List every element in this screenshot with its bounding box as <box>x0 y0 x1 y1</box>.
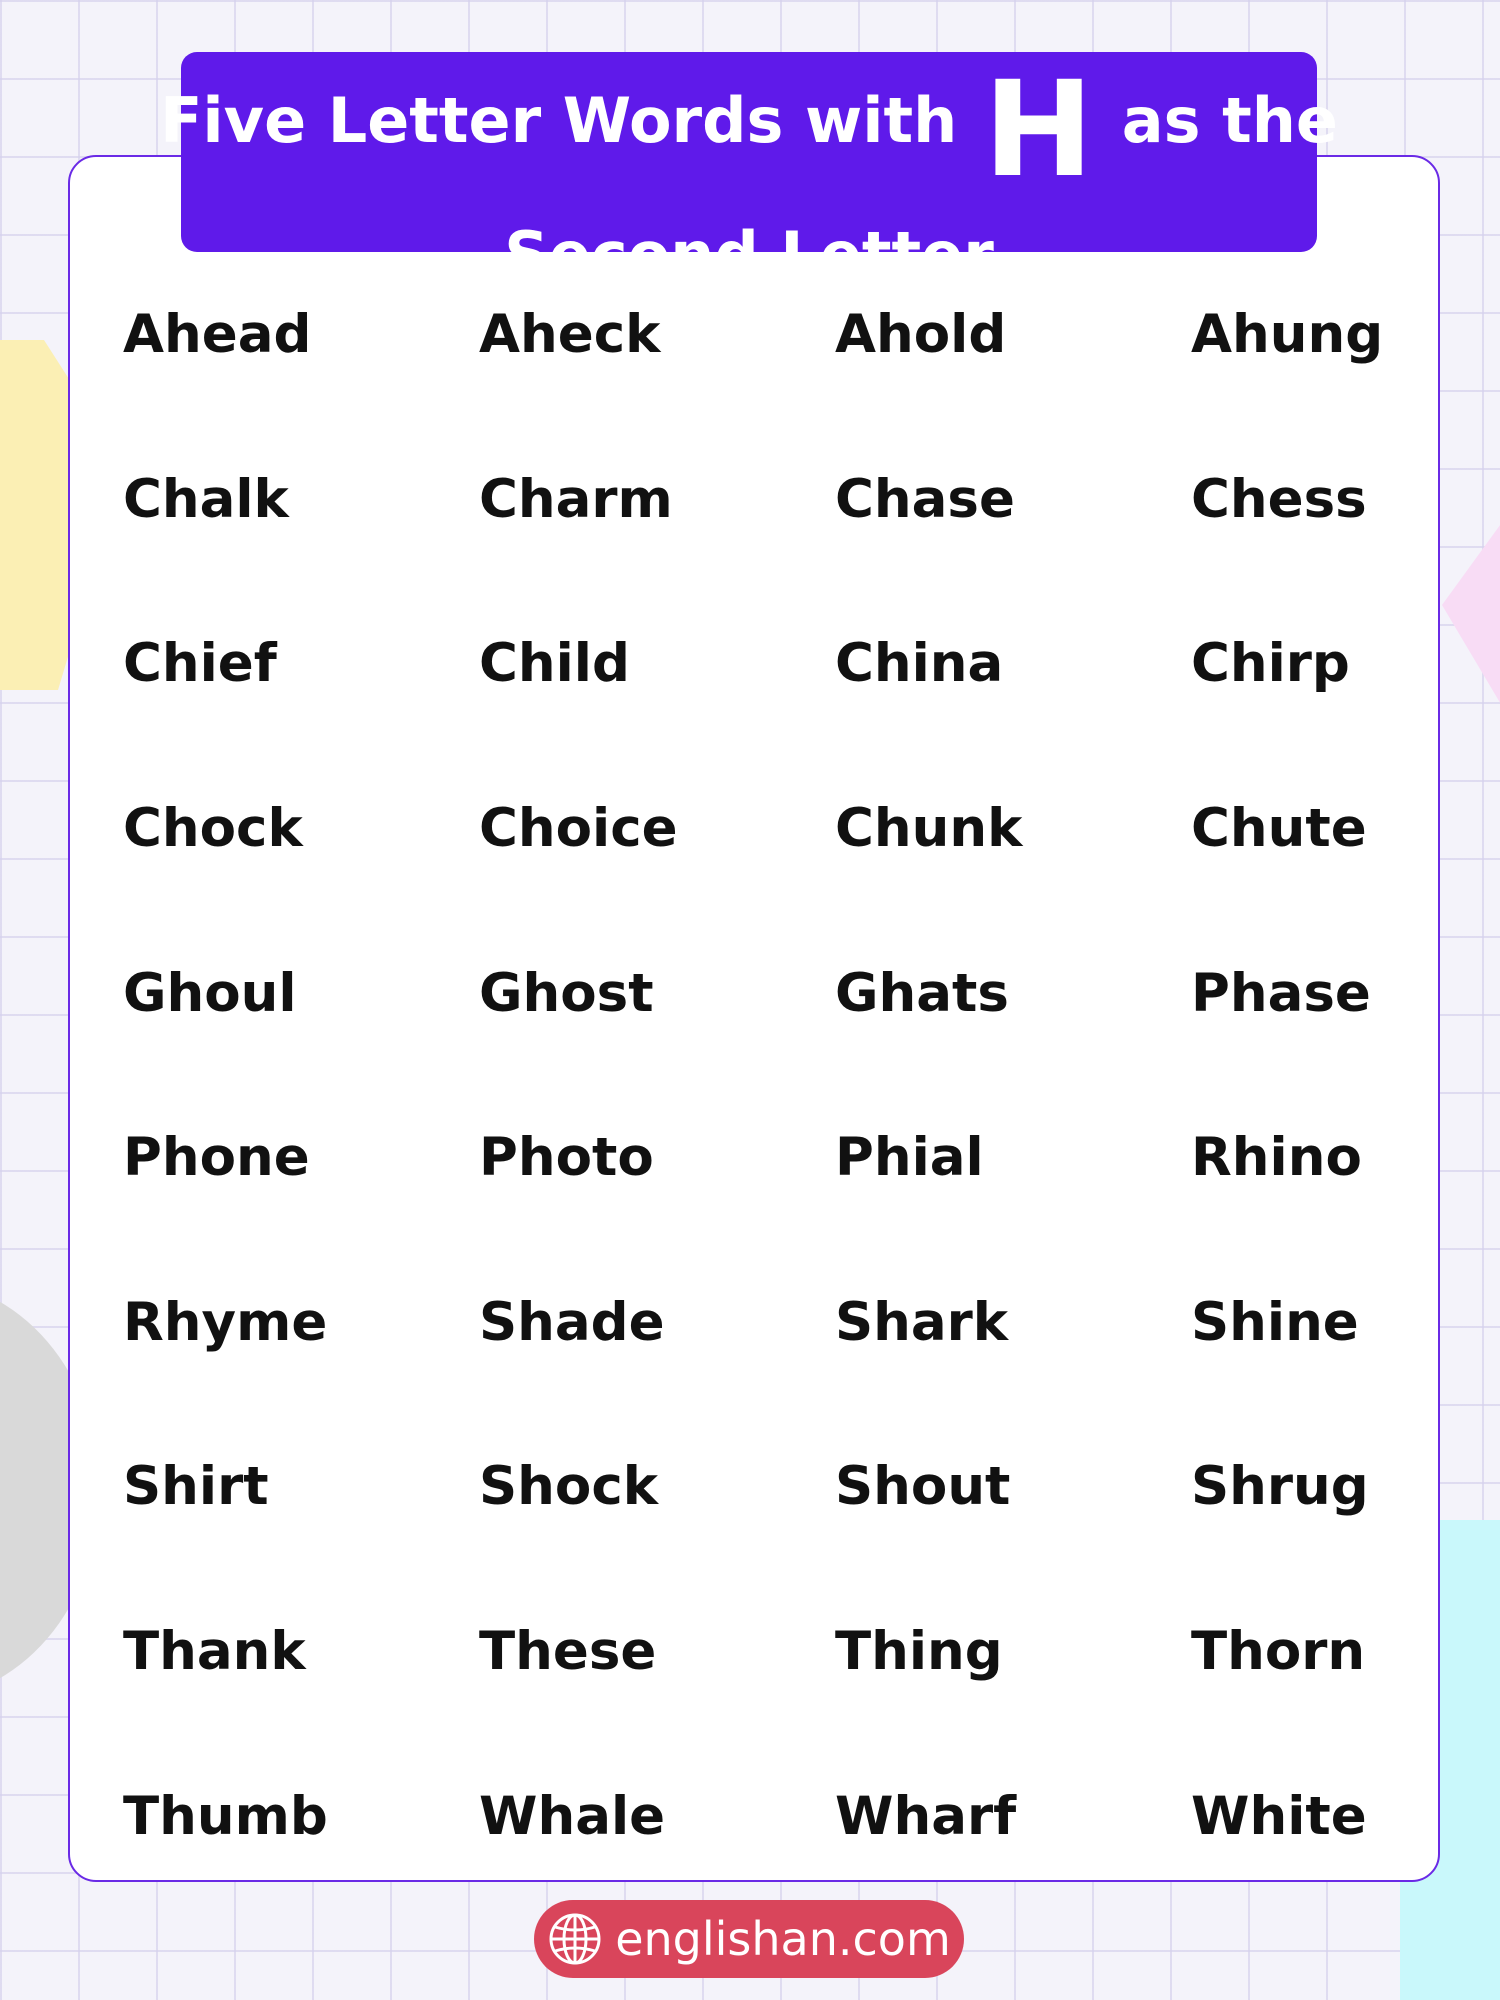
title-line-1 <box>160 53 1338 207</box>
word-cell: Whale <box>479 1786 666 1847</box>
word-cell: Ghoul <box>123 963 297 1024</box>
website-label: englishan.com <box>615 1912 951 1966</box>
title-banner <box>160 52 1338 291</box>
word-cell: Shade <box>479 1292 665 1353</box>
title-highlight-letter: H <box>983 53 1090 207</box>
word-cell: Shout <box>835 1456 1011 1517</box>
word-cell: These <box>479 1621 657 1682</box>
word-cell: Chock <box>123 798 303 859</box>
word-cell: Shrug <box>1191 1456 1369 1517</box>
word-cell: China <box>835 633 1004 694</box>
globe-icon <box>547 1911 603 1967</box>
word-cell: Choice <box>479 798 678 859</box>
word-cell: Ahung <box>1191 304 1384 365</box>
word-cell: Phial <box>835 1127 984 1188</box>
word-cell: Chalk <box>123 469 289 530</box>
word-cell: Thank <box>123 1621 306 1682</box>
word-cell: Shark <box>835 1292 1009 1353</box>
word-cell: White <box>1191 1786 1367 1847</box>
word-cell: Chute <box>1191 798 1367 859</box>
word-cell: Rhyme <box>123 1292 328 1353</box>
word-cell: Rhino <box>1191 1127 1362 1188</box>
word-cell: Phase <box>1191 963 1371 1024</box>
word-cell: Shock <box>479 1456 658 1517</box>
word-cell: Shirt <box>123 1456 269 1517</box>
word-cell: Thumb <box>123 1786 328 1847</box>
word-cell: Chunk <box>835 798 1023 859</box>
word-list-card <box>68 155 1440 1882</box>
word-cell: Aheck <box>479 304 661 365</box>
word-cell: Thorn <box>1191 1621 1366 1682</box>
word-cell: Phone <box>123 1127 310 1188</box>
word-cell: Charm <box>479 469 673 530</box>
word-cell: Chess <box>1191 469 1367 530</box>
word-cell: Ghats <box>835 963 1009 1024</box>
word-cell: Chase <box>835 469 1015 530</box>
website-link[interactable] <box>534 1900 964 1978</box>
word-cell: Child <box>479 633 630 694</box>
title-text-before: Five Letter Words with <box>160 84 958 157</box>
word-cell: Ahold <box>835 304 1007 365</box>
word-cell: Wharf <box>835 1786 1017 1847</box>
word-cell: Ahead <box>123 304 312 365</box>
word-cell: Chief <box>123 633 277 694</box>
word-cell: Ghost <box>479 963 654 1024</box>
word-cell: Photo <box>479 1127 654 1188</box>
word-cell: Shine <box>1191 1292 1359 1353</box>
title-text-after: as the <box>1121 84 1338 157</box>
title-line-2: Second Letter <box>504 218 994 291</box>
word-cell: Chirp <box>1191 633 1350 694</box>
word-cell: Thing <box>835 1621 1003 1682</box>
